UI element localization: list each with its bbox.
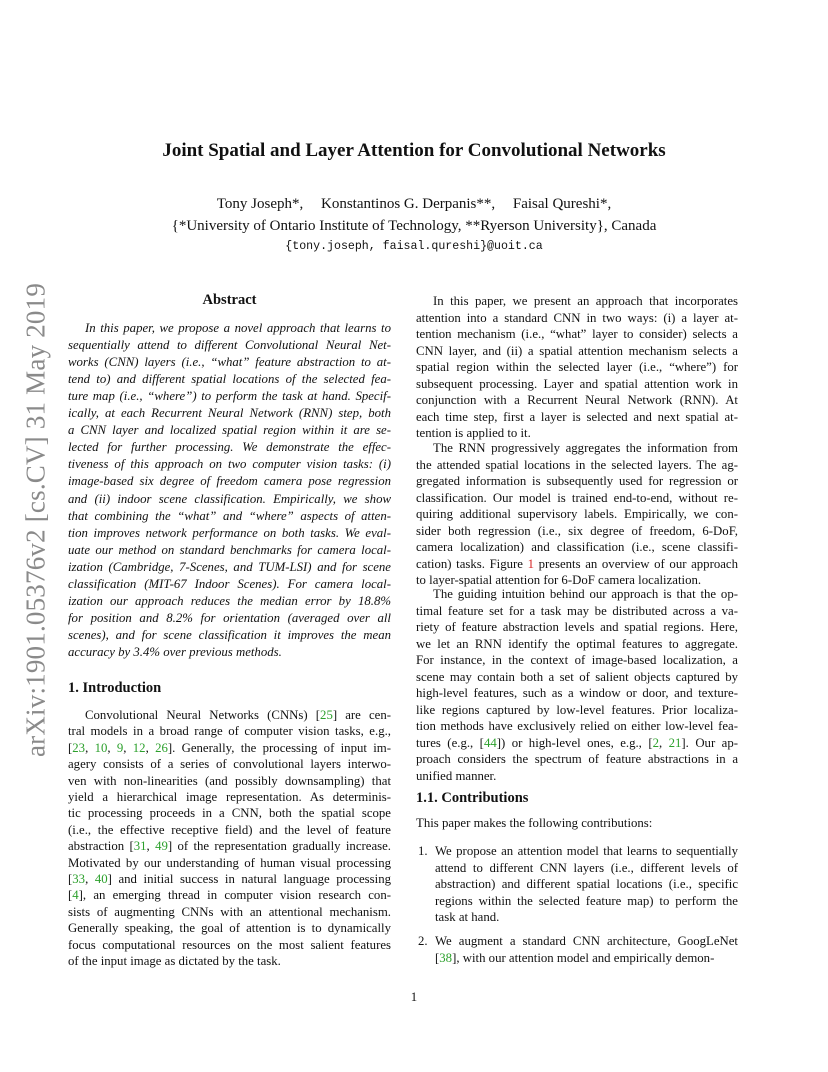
citation-link[interactable]: 9 bbox=[116, 740, 124, 755]
citation-link[interactable]: 40 bbox=[94, 872, 108, 886]
figure-reference-link[interactable]: 1 bbox=[527, 556, 535, 571]
intro-line: like regions captured by low-level features. Prior localiza- bbox=[416, 702, 738, 717]
abstract-line: image-based six degree of freedom camera pose regression bbox=[68, 474, 391, 489]
intro-line: tral models in a broad range of computer vision tasks, e.g., bbox=[68, 724, 391, 739]
citation-link[interactable]: 10 bbox=[94, 740, 108, 755]
intro-line: The RNN progressively aggregates the information from bbox=[433, 441, 738, 455]
intro-line: timal feature set for a task may be distributed across a va- bbox=[416, 603, 738, 618]
abstract-line: ization (Cambridge, 7-Scenes, and TUM-LSI) and for scene bbox=[68, 559, 391, 574]
abstract-line: works (CNN) layers (i.e., “what” feature abstraction to at- bbox=[68, 355, 391, 370]
intro-line: tic processing proceeds in a CNN, both the spatial scope bbox=[68, 806, 391, 821]
intro-line: (i.e., the effective receptive field) and the level of feature bbox=[68, 822, 391, 837]
intro-line: each time step, first a layer is selected and next spatial at- bbox=[416, 409, 738, 424]
intro-line: of the input image as dictated by the task. bbox=[68, 954, 281, 968]
abstract-line: ture map (i.e., “where”) to perform the task at hand. Specif- bbox=[68, 389, 391, 404]
intro-line: attention into a standard CNN in two ways: (i) a layer at- bbox=[416, 310, 738, 325]
list-item-line: We propose an attention model that learns to sequentially bbox=[435, 844, 738, 858]
list-item-line: attend to different CNN layers (i.e., different levels of bbox=[435, 860, 738, 875]
intro-line: conjunction with a Recurrent Neural Network (RNN). At bbox=[416, 393, 738, 407]
citation-link[interactable]: 31 bbox=[133, 839, 147, 854]
abstract-line: tiveness of this approach on two computer vision tasks: (i) bbox=[68, 457, 391, 472]
citation-link[interactable]: 49 bbox=[155, 839, 168, 854]
intro-line: tion methods have exclusively relied on either low-level fea- bbox=[416, 719, 738, 733]
citation-link[interactable]: 25 bbox=[320, 708, 333, 722]
citation-link[interactable]: 21 bbox=[668, 735, 682, 750]
intro-line: yield a hierarchical image representation. As determinis- bbox=[68, 790, 391, 804]
abstract-line: ically, at each Recurrent Neural Network (RNN) step, both bbox=[68, 406, 391, 421]
list-item-line: task at hand. bbox=[435, 910, 500, 925]
abstract-line: tion improves network performance on both tasks. We eval- bbox=[68, 525, 391, 540]
intro-line: scene may contain both a set of salient objects captured by bbox=[416, 669, 738, 684]
introduction-heading: 1. Introduction bbox=[68, 680, 162, 696]
arxiv-stamp bbox=[18, 275, 54, 765]
intro-line: [33, 40] and initial success in natural language processing bbox=[68, 872, 391, 886]
intro-line: we let an RNN identify the optimal features to aggregate. bbox=[416, 636, 738, 651]
abstract-line: In this paper, we propose a novel approach that learns to bbox=[85, 321, 391, 335]
citation-link[interactable]: 23 bbox=[72, 740, 86, 755]
intro-line: to layer-spatial attention for 6-DoF camera localization. bbox=[416, 573, 702, 587]
intro-line: cation) tasks. Figure 1 presents an overview of our approach bbox=[416, 556, 738, 571]
intro-line: Convolutional Neural Networks (CNNs) [25] are cen- bbox=[85, 708, 391, 722]
contributions-intro: This paper makes the following contributions: bbox=[416, 816, 653, 830]
arxiv-stamp-text: arXiv:1901.05376v2 [cs.CV] 31 May 2019 bbox=[20, 282, 51, 758]
intro-line: high-level features, such as a window or door, and texture- bbox=[416, 686, 738, 700]
abstract-line: lected for further processing. We demonstrate the effec- bbox=[68, 440, 391, 455]
abstract-heading: Abstract bbox=[202, 292, 257, 308]
citation-link[interactable]: 26 bbox=[155, 740, 168, 755]
abstract-line: for position and 8.2% for orientation (averaged over all bbox=[68, 610, 391, 625]
intro-line: focus computational resources on the most salient features bbox=[68, 937, 391, 952]
intro-line: abstraction [31, 49] of the representation gradually increase. bbox=[68, 839, 391, 854]
citation-link[interactable]: 38 bbox=[439, 950, 453, 965]
abstract-line: that combining the “what” and “where” aspects of atten- bbox=[68, 508, 391, 523]
intro-line: For instance, in the context of image-based localization, a bbox=[416, 653, 738, 667]
abstract-line: a CNN layer and localized spatial region within it are se- bbox=[68, 423, 391, 438]
intro-line: In this paper, we present an approach that incorporates bbox=[433, 294, 738, 308]
list-item-line: [38], with our attention model and empirically demon- bbox=[435, 950, 715, 965]
intro-line: subsequent processing. Layer and spatial attention work in bbox=[416, 376, 738, 391]
abstract-line: accuracy by 3.4% over previous methods. bbox=[68, 644, 282, 659]
intro-line: spatial region within the selected layer (i.e., “where”) for bbox=[416, 360, 738, 374]
author-name: Tony Joseph*, bbox=[216, 196, 304, 212]
intro-line: camera localization) and classification (i.e., scene classifi- bbox=[416, 540, 738, 554]
list-item-number: 1. bbox=[418, 844, 428, 858]
intro-line: quiring additional supervisory labels. Empirically, we con- bbox=[416, 507, 738, 521]
page-number: 1 bbox=[410, 990, 418, 1004]
author-list bbox=[0, 196, 828, 213]
author-name: Faisal Qureshi*, bbox=[512, 196, 612, 212]
intro-line: sists of augmenting CNNs with an attentional mechanism. bbox=[68, 904, 391, 919]
abstract-line: ization our approach reduces the median error by 18.8% bbox=[68, 593, 391, 608]
intro-line: CNN layer, and (ii) a spatial attention mechanism selects a bbox=[416, 343, 738, 358]
list-item-number: 2. bbox=[418, 934, 428, 948]
citation-link[interactable]: 12 bbox=[132, 740, 146, 755]
citation-link[interactable]: 4 bbox=[72, 888, 79, 903]
affiliation: {*University of Ontario Institute of Technology, **Ryerson University}, Canada bbox=[171, 218, 657, 234]
abstract-line: classification (MIT-67 Indoor Scenes). For camera local- bbox=[68, 576, 391, 591]
citation-link[interactable]: 44 bbox=[483, 735, 497, 750]
intro-line: tention is applied to it. bbox=[416, 426, 531, 440]
intro-line: riety of feature abstraction levels and spatial regions. Here, bbox=[416, 620, 738, 634]
intro-line: classification. Our model is trained end-to-end, without re- bbox=[416, 490, 738, 505]
intro-line: proach considers the spectrum of feature abstractions in a bbox=[416, 752, 738, 766]
intro-line: tention mechanism (i.e., “what” layer to consider) selects a bbox=[416, 327, 738, 341]
intro-line: agery consists of a series of convolutional layers interwo- bbox=[68, 757, 391, 772]
intro-line: [23, 10, 9, 12, 26]. Generally, the processing of input im- bbox=[68, 740, 391, 755]
abstract-line: sequentially attend to different Convolutional Neural Net- bbox=[68, 338, 391, 353]
abstract-line: scenes), and for scene classification it improves the mean bbox=[68, 627, 391, 642]
citation-link[interactable]: 33 bbox=[72, 872, 86, 886]
contributions-heading: 1.1. Contributions bbox=[416, 790, 529, 806]
intro-line: unified manner. bbox=[416, 768, 497, 783]
intro-line: The guiding intuition behind our approach is that the op- bbox=[433, 587, 738, 601]
list-item-line: regions within the selected feature map) to perform the bbox=[435, 893, 738, 908]
list-item-line: abstraction) and different spatial locations (i.e., specific bbox=[435, 877, 738, 892]
author-email: {tony.joseph, faisal.qureshi}@uoit.ca bbox=[285, 240, 543, 253]
intro-line: gregated information is subsequently used for regression or bbox=[416, 474, 738, 488]
intro-line: ven with non-linearities (and possibly downsampling) that bbox=[68, 773, 391, 788]
intro-line: Motivated by our understanding of human visual processing bbox=[68, 855, 391, 870]
intro-line: Generally speaking, the goal of attention is to dynamically bbox=[68, 921, 391, 936]
citation-link[interactable]: 2 bbox=[652, 735, 659, 750]
abstract-line: uate our method on standard benchmarks for camera local- bbox=[68, 542, 391, 557]
intro-line: tures (e.g., [44]) or high-level ones, e.g., [2, 21]. Our ap- bbox=[416, 735, 738, 750]
intro-line: the attended spatial locations in the selected layers. The ag- bbox=[416, 457, 738, 472]
paper-title: Joint Spatial and Layer Attention for Convolutional Networks bbox=[162, 140, 666, 161]
abstract-line: and (ii) indoor scene classification. Empirically, we show bbox=[68, 491, 391, 506]
intro-line: [4], an emerging thread in computer vision research con- bbox=[68, 888, 391, 903]
abstract-line: tend to) and different spatial locations of the selected fea- bbox=[68, 372, 391, 387]
author-name: Konstantinos G. Derpanis**, bbox=[320, 196, 496, 212]
intro-line: sider both regression (i.e., six degree of freedom, 6-DoF, bbox=[416, 523, 738, 538]
list-item-line: We augment a standard CNN architecture, GoogLeNet bbox=[435, 934, 738, 948]
